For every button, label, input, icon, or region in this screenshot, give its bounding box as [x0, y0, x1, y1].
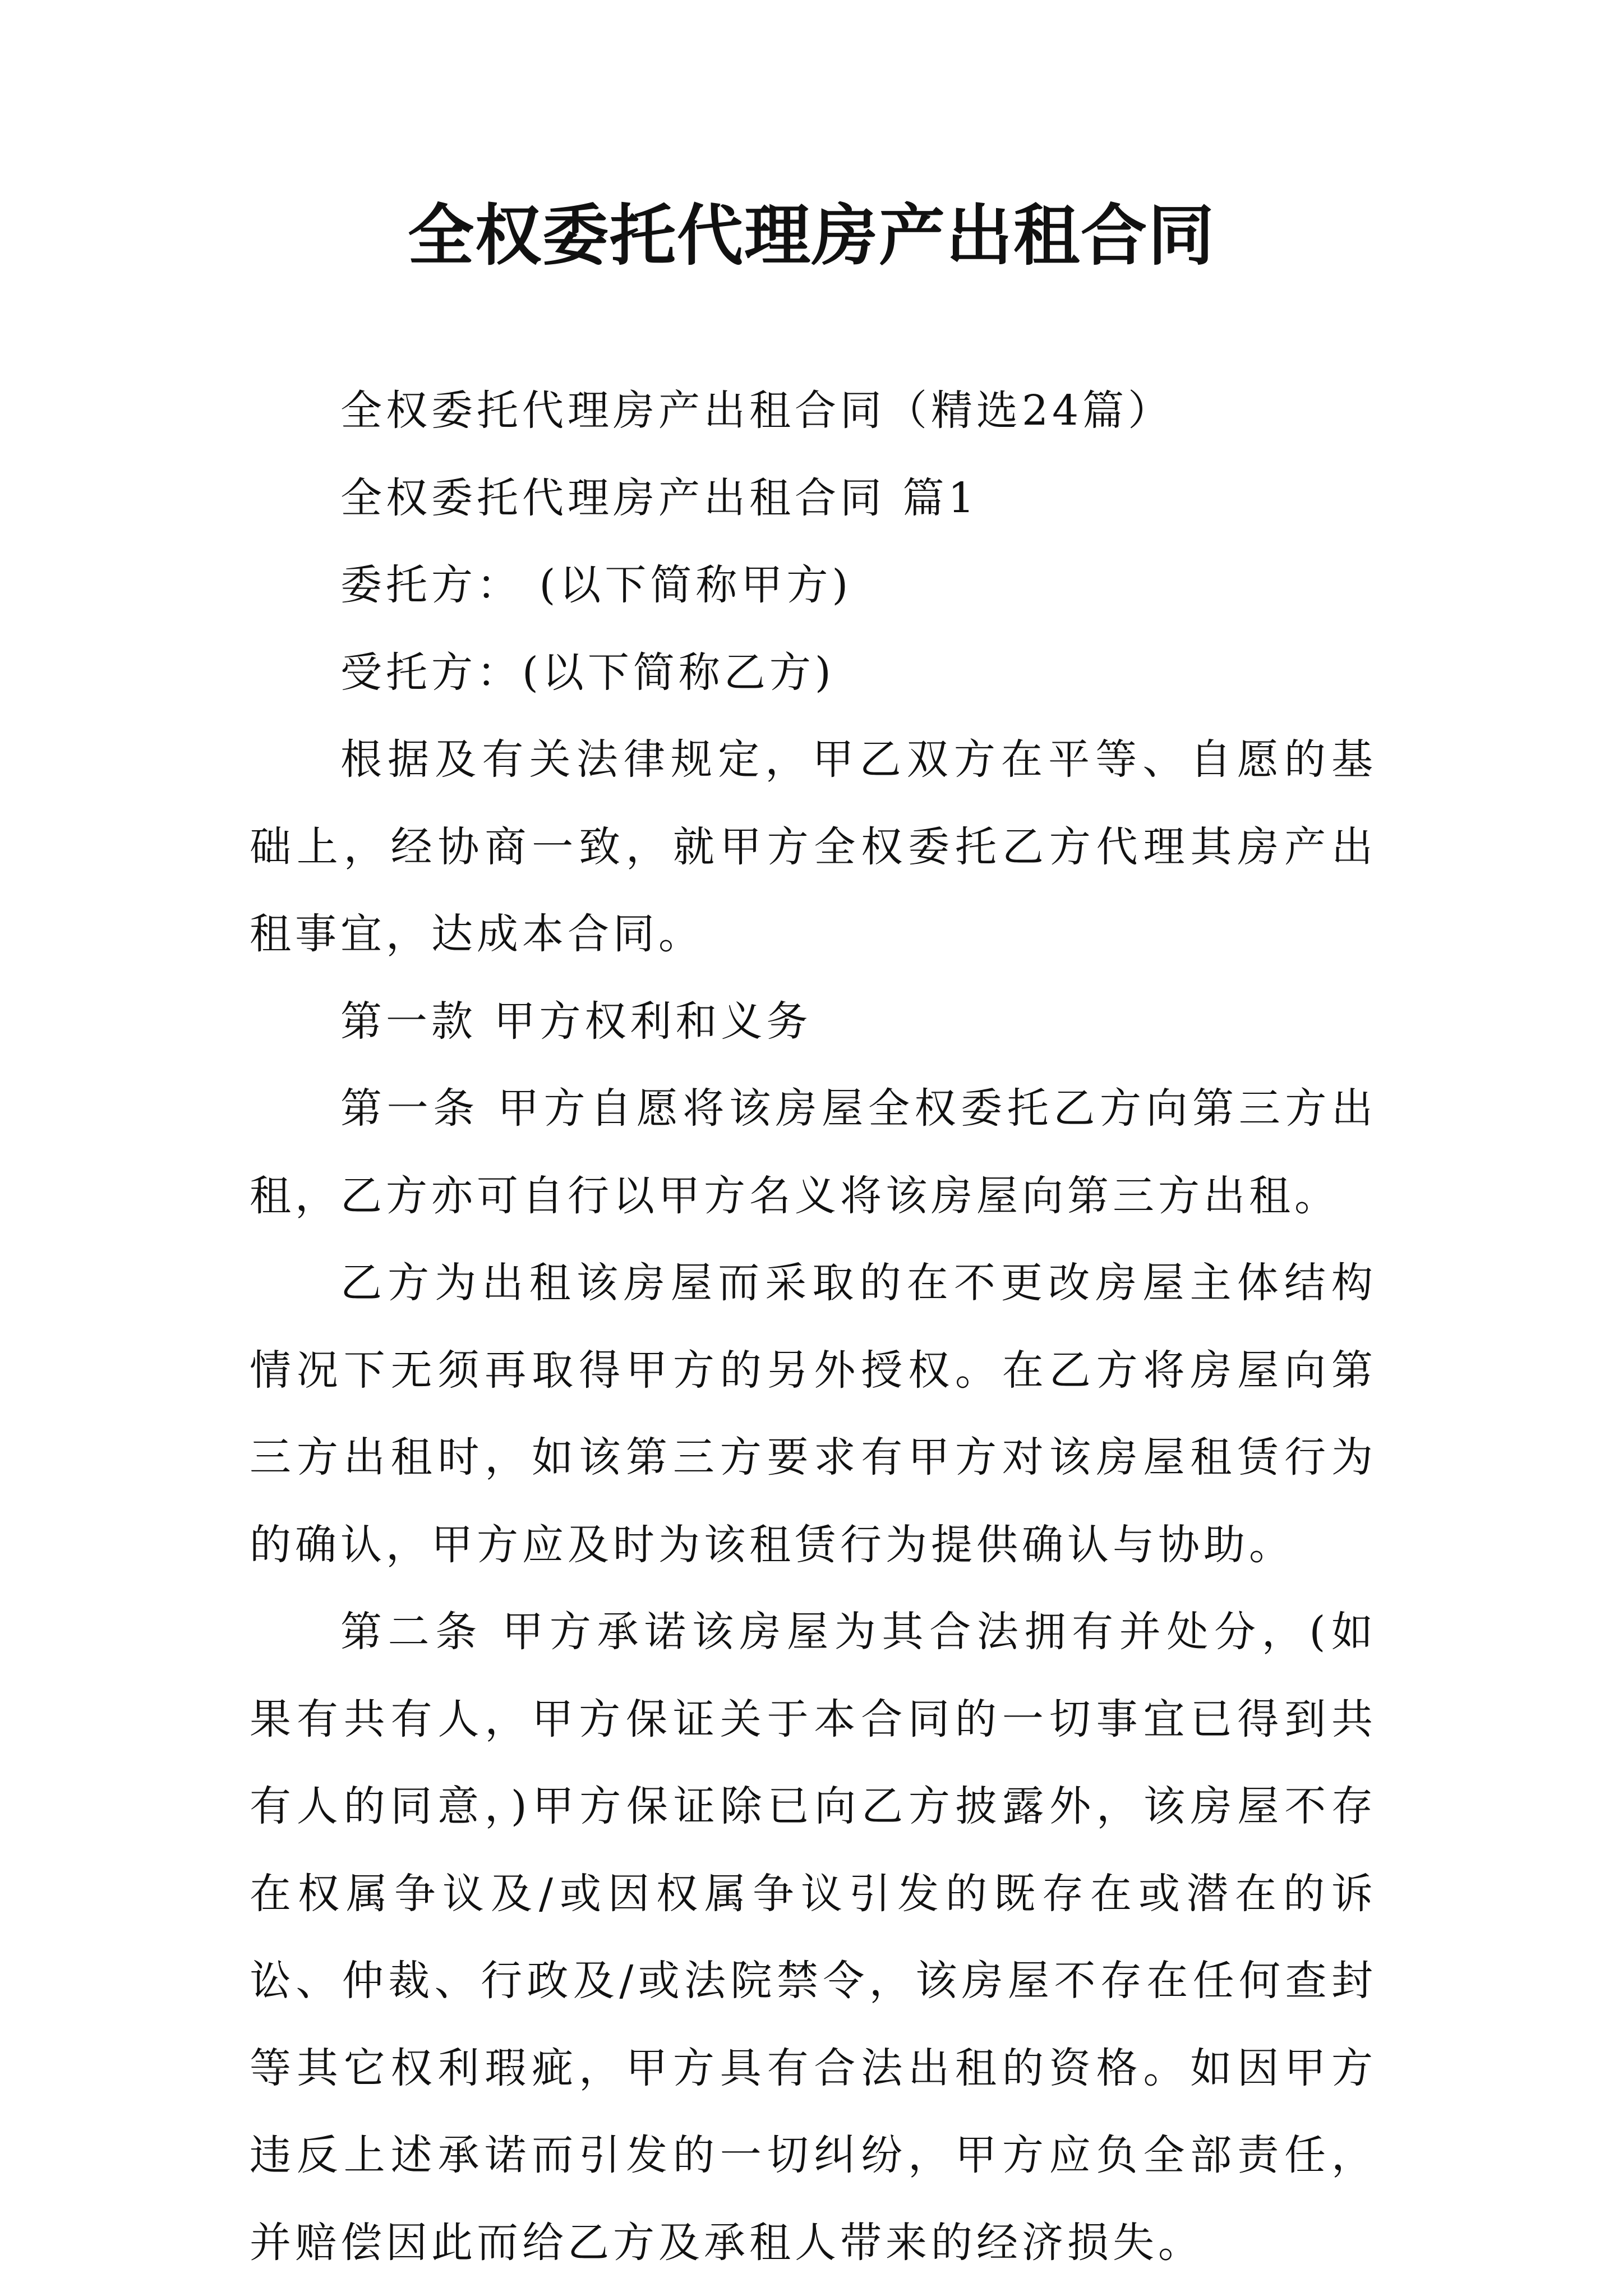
paragraph-collection-heading: 全权委托代理房产出租合同（精选24篇）: [340, 386, 1174, 435]
paragraph-clause-heading: 第一款 甲方权利和义务: [340, 997, 812, 1046]
document-title: 全权委托代理房产出租合同: [407, 197, 1215, 274]
paragraph-article-2: 第二条 甲方承诺该房屋为其合法拥有并处分，(如果有共有人，甲方保证关于本合同的一切事宜已得到共有人的同意，)甲方保证除已向乙方披露外，该房屋不存在权属争议及/或因权属争议引发的既存在或潜在的诉讼、仲裁、行政及/或法院禁令，该房屋不存在任何查封等其它权利瑕疵，甲方具有合法出租的资格。如因甲方违反上述承诺而引发的一切纠纷，甲方应负全部责任，并赔偿因此而给乙方及承租人带来的经济损失。: [250, 1608, 1377, 2267]
paragraph-article-1-detail: 乙方为出租该房屋而采取的在不更改房屋主体结构情况下无须再取得甲方的另外授权。在乙方将房屋向第三方出租时，如该第三方要求有甲方对该房屋租赁行为的确认，甲方应及时为该租赁行为提供确认与协助。: [250, 1259, 1377, 1569]
paragraph-agent-party: 受托方：(以下简称乙方): [340, 648, 835, 697]
paragraph-principal-party: 委托方： (以下简称甲方): [340, 561, 852, 609]
paragraph-preamble: 根据及有关法律规定，甲乙双方在平等、自愿的基础上，经协商一致，就甲方全权委托乙方代理其房产出租事宜，达成本合同。: [250, 735, 1377, 958]
paragraph-section-heading: 全权委托代理房产出租合同 篇1: [340, 473, 979, 522]
document-body: [250, 367, 1377, 2286]
paragraph-article-1: 第一条 甲方自愿将该房屋全权委托乙方向第三方出租，乙方亦可自行以甲方名义将该房屋向第三方出租。: [250, 1084, 1377, 1220]
